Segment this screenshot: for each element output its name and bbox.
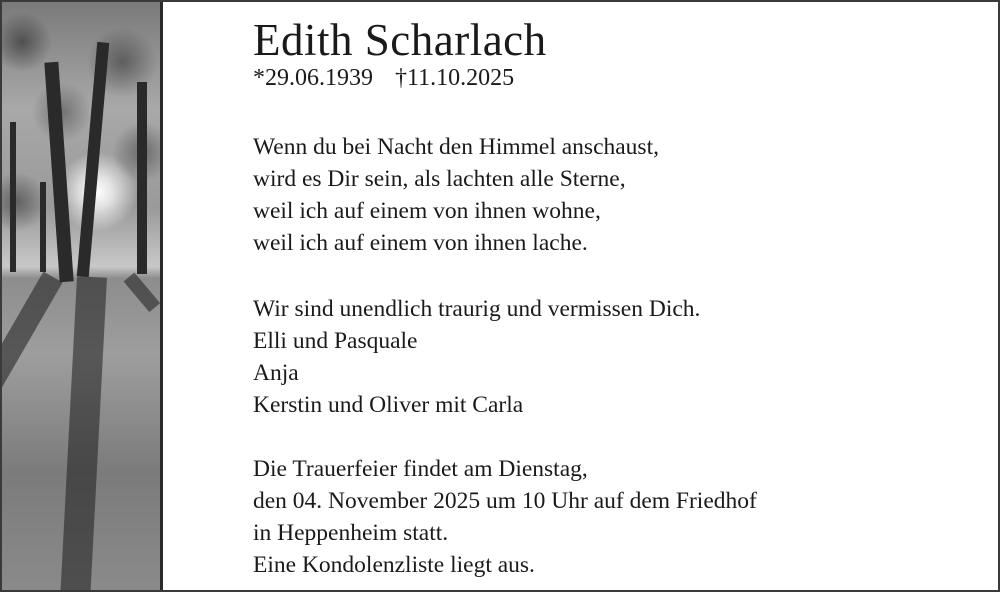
funeral-line: Die Trauerfeier findet am Dienstag,: [253, 456, 588, 482]
tree-trunk: [137, 82, 147, 274]
mourners-line: Kerstin und Oliver mit Carla: [253, 392, 524, 418]
birth-date: *29.06.1939: [253, 65, 373, 91]
poem-line: weil ich auf einem von ihnen wohne,: [253, 198, 601, 224]
funeral-line: Eine Kondolenzliste liegt aus.: [253, 552, 535, 578]
funeral-line: in Heppenheim statt.: [253, 520, 449, 546]
mourners-line: Elli und Pasquale: [253, 328, 418, 354]
poem: [253, 131, 659, 259]
tree-shadow: [2, 272, 63, 404]
life-dates: [253, 65, 514, 92]
mourners: [253, 293, 700, 421]
funeral-line: den 04. November 2025 um 10 Uhr auf dem Friedhof: [253, 488, 757, 514]
mourners-line: Anja: [253, 360, 299, 386]
tree-shadow: [60, 276, 107, 590]
mourners-line: Wir sind unendlich traurig und vermissen Dich.: [253, 296, 701, 322]
park-trees-photo: [2, 2, 163, 590]
poem-line: Wenn du bei Nacht den Himmel anschaust,: [253, 134, 659, 160]
death-date: †11.10.2025: [395, 65, 515, 91]
funeral-info: [253, 453, 757, 581]
poem-line: weil ich auf einem von ihnen lache.: [253, 230, 588, 256]
tree-trunk: [40, 182, 46, 272]
deceased-name: Edith Scharlach: [253, 15, 547, 65]
tree-shadow: [124, 273, 160, 313]
poem-line: wird es Dir sein, als lachten alle Sterne,: [253, 166, 626, 192]
tree-trunk: [10, 122, 16, 272]
